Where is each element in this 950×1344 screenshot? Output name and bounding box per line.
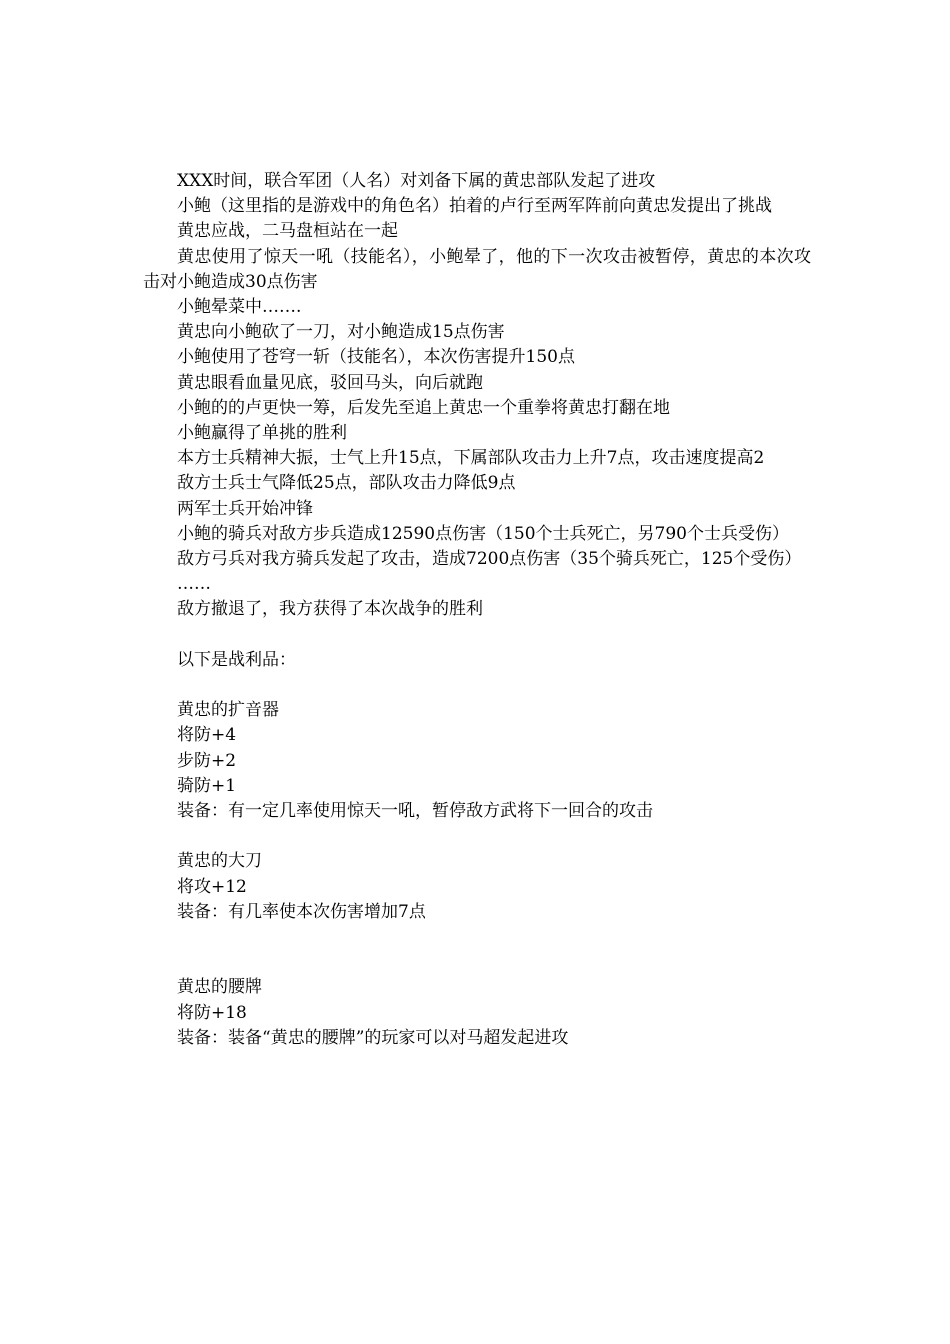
item-name: 黄忠的大刀 (177, 851, 262, 872)
battle-log-line: 小鲍的的卢更快一筹，后发先至追上黄忠一个重拳将黄忠打翻在地 (177, 397, 670, 418)
loot-item (143, 849, 811, 925)
battle-log-line: 黄忠向小鲍砍了一刀，对小鲍造成15点伤害 (177, 322, 505, 343)
battle-log-line: 黄忠眼看血量见底，驳回马头，向后就跑 (177, 372, 483, 393)
battle-log-line: 黄忠应战，二马盘桓站在一起 (177, 221, 398, 242)
battle-log-line: 小鲍使用了苍穹一斩（技能名），本次伤害提升150点 (177, 347, 575, 368)
battle-log-line: 小鲍的骑兵对敌方步兵造成12590点伤害（150个士兵死亡，另790个士兵受伤） (177, 523, 789, 544)
loot-item (143, 975, 811, 1051)
battle-log-line: 敌方撤退了，我方获得了本次战争的胜利 (177, 599, 483, 620)
battle-log-line: 小鲍赢得了单挑的胜利 (177, 423, 347, 444)
battle-log-line: 敌方士兵士气降低25点，部队攻击力降低9点 (177, 473, 516, 494)
battle-log-line: 黄忠使用了惊天一吼（技能名），小鲍晕了，他的下一次攻击被暂停，黄忠的本次攻击对小鲍造成30点伤害 (143, 246, 811, 292)
battle-log-line: …… (177, 574, 211, 595)
battle-log-line: 两军士兵开始冲锋 (177, 498, 313, 519)
item-stat: 将攻+12 (177, 876, 247, 897)
spacer (143, 925, 811, 975)
item-effect: 装备：有一定几率使用惊天一吼，暂停敌方武将下一回合的攻击 (177, 801, 653, 822)
battle-log-line: 敌方弓兵对我方骑兵发起了攻击，造成7200点伤害（35个骑兵死亡，125个受伤） (177, 549, 802, 570)
spacer (143, 623, 811, 648)
spacer (143, 824, 811, 849)
item-stat: 步防+2 (177, 750, 237, 771)
item-name: 黄忠的扩音器 (177, 700, 279, 721)
loot-heading: 以下是战利品： (177, 649, 296, 670)
item-name: 黄忠的腰牌 (177, 977, 262, 998)
battle-log-line: 小鲍（这里指的是游戏中的角色名）拍着的卢行至两军阵前向黄忠发提出了挑战 (177, 196, 772, 217)
item-effect: 装备：有几率使本次伤害增加7点 (177, 901, 426, 922)
battle-log-line: 小鲍晕菜中……. (177, 297, 302, 318)
loot-item (143, 698, 811, 824)
spacer (143, 673, 811, 698)
item-stat: 将防+18 (177, 1002, 247, 1023)
battle-log-line: XXX时间，联合军团（人名）对刘备下属的黄忠部队发起了进攻 (177, 171, 656, 191)
document-page (143, 169, 811, 1051)
battle-log-line: 本方士兵精神大振，士气上升15点，下属部队攻击力上升7点，攻击速度提高2 (177, 448, 765, 469)
item-stat: 将防+4 (177, 725, 237, 746)
battle-log (143, 169, 811, 623)
item-stat: 骑防+1 (177, 775, 237, 796)
item-effect: 装备：装备“黄忠的腰牌”的玩家可以对马超发起进攻 (177, 1027, 569, 1048)
